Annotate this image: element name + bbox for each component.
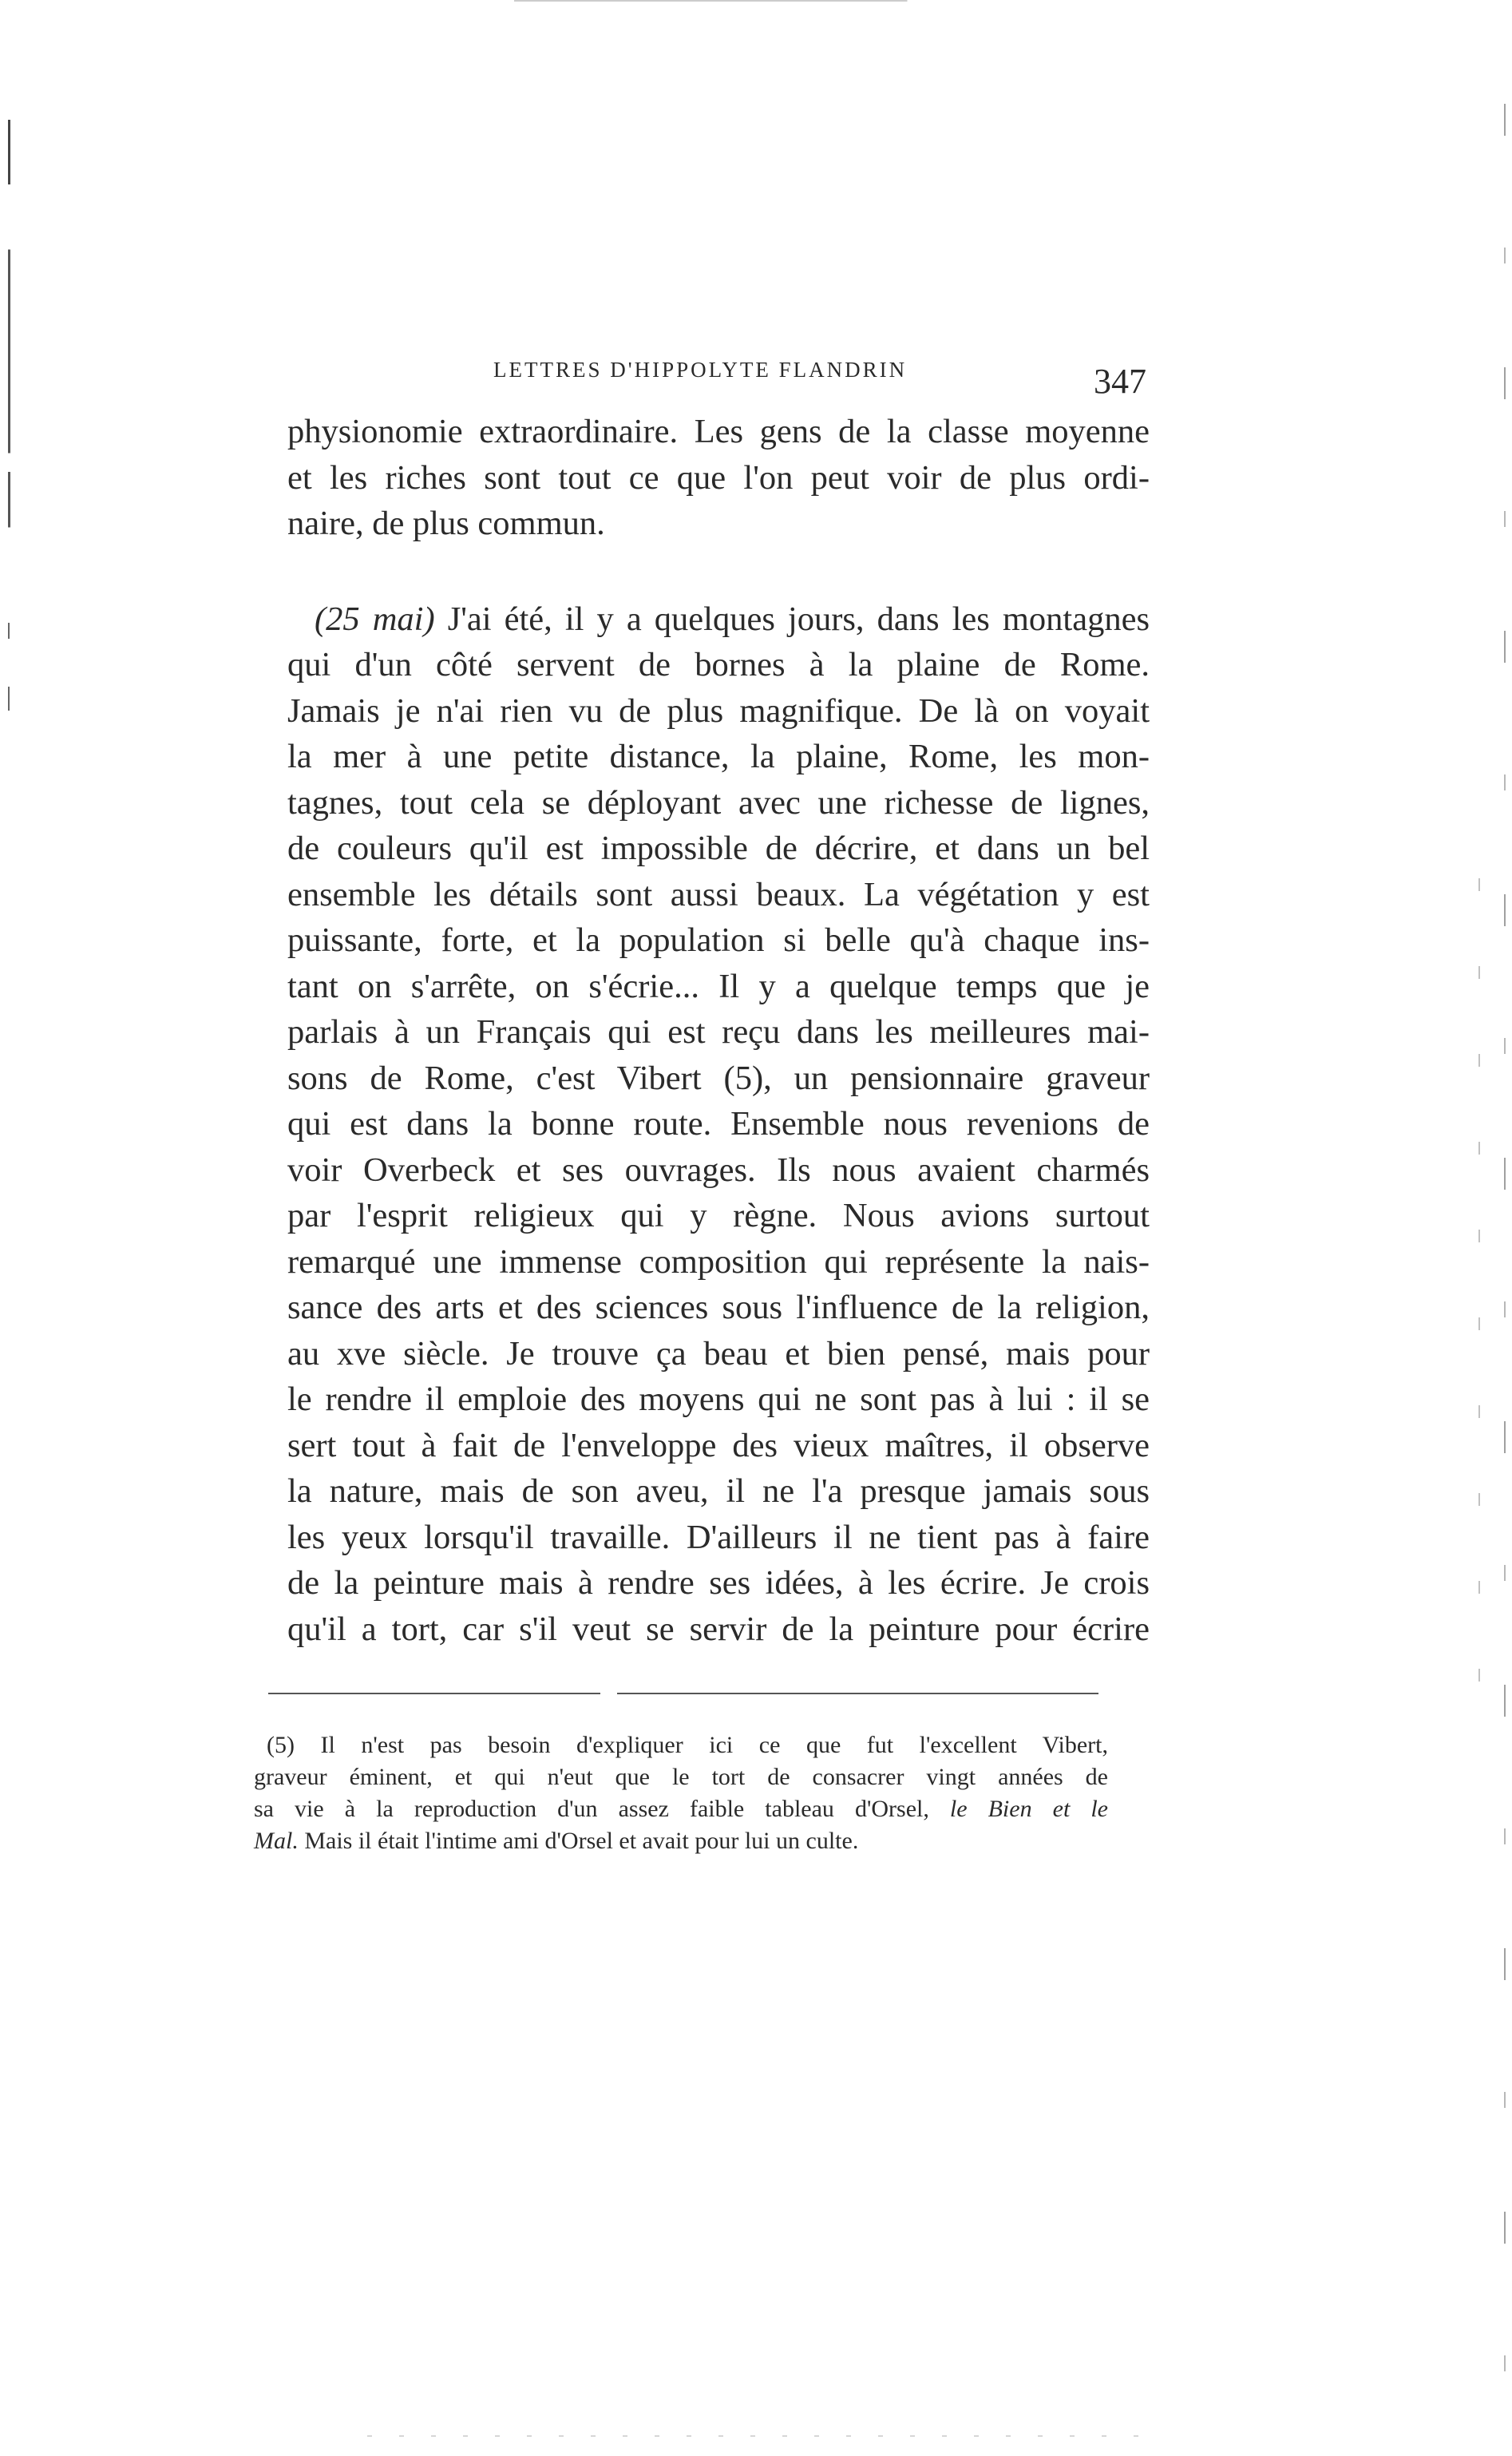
footnote-rule — [268, 1693, 1098, 1694]
text-line: au xve siècle. Je trouve ça beau et bien pensé, mais pour — [287, 1334, 1150, 1373]
text-fragment: Mais il était l'intime ami d'Orsel et avait pour lui un culte. — [298, 1828, 859, 1854]
text-line: qui d'un côté servent de bornes à la plaine de Rome. — [287, 646, 1150, 683]
text-line: voir Overbeck et ses ouvrages. Ils nous avaient charmés — [287, 1151, 1150, 1189]
text-line: naire, de plus commun. — [287, 505, 605, 542]
text-line: Jamais je n'ai rien vu de plus magnifique. De là on voyait — [287, 691, 1150, 730]
scan-edge-left-marks — [8, 623, 10, 782]
footnote-line: graveur éminent, et qui n'eut que le tort de consacrer vingt années de — [254, 1764, 1108, 1790]
scan-edge-top — [0, 0, 1512, 2]
text-line: sons de Rome, c'est Vibert (5), un pensionnaire graveur — [287, 1059, 1150, 1097]
text-line: sance des arts et des sciences sous l'influence de la religion, — [287, 1289, 1150, 1326]
scan-edge-right — [1504, 104, 1506, 2419]
scan-edge-right-marks — [1478, 878, 1480, 1757]
text-line: de couleurs qu'il est impossible de décrire, et dans un bel — [287, 830, 1150, 867]
text-line: qui est dans la bonne route. Ensemble nous revenions de — [287, 1105, 1150, 1143]
text-line: et les riches sont tout ce que l'on peut voir de plus ordi- — [287, 458, 1150, 497]
text-line: le rendre il emploie des moyens qui ne sont pas à lui : il se — [287, 1381, 1150, 1418]
footnote — [254, 1729, 1108, 1857]
text-line: parlais à un Français qui est reçu dans les meilleures mai- — [287, 1013, 1150, 1051]
running-title: LETTRES D'HIPPOLYTE FLANDRIN — [493, 358, 908, 382]
text-line: par l'esprit religieux qui y règne. Nous avions surtout — [287, 1197, 1150, 1234]
text-fragment: J'ai été, il y a quelques jours, dans les montagnes — [434, 600, 1150, 638]
text-line: remarqué une immense composition qui représente la nais- — [287, 1242, 1150, 1281]
text-line: puissante, forte, et la population si belle qu'à chaque ins- — [287, 921, 1150, 959]
text-line: physionomie extraordinaire. Les gens de la classe moyenne — [287, 413, 1150, 450]
footnote-line — [254, 1825, 1108, 1857]
text-line: sert tout à fait de l'enveloppe des vieux maîtres, il observe — [287, 1426, 1150, 1464]
text-line: les yeux lorsqu'il travaille. D'ailleurs il ne tient pas à faire — [287, 1518, 1150, 1556]
text-line: ensemble les détails sont aussi beaux. La végétation y est — [287, 875, 1150, 913]
text-line: tant on s'arrête, on s'écrie... Il y a quelque temps que je — [287, 967, 1150, 1005]
text-line: qu'il a tort, car s'il veut se servir de la peinture pour écrire — [287, 1610, 1150, 1648]
text-line: la mer à une petite distance, la plaine, Rome, les mon- — [287, 738, 1150, 775]
paragraph-gap — [287, 547, 1150, 596]
artwork-title: le Bien et le — [949, 1796, 1108, 1822]
scan-edge-left — [8, 120, 10, 1046]
text-line-dated — [287, 596, 1150, 643]
scan-edge-bottom — [367, 2435, 1166, 2437]
text-line: tagnes, tout cela se déployant avec une richesse de lignes, — [287, 783, 1150, 822]
text-line: la nature, mais de son aveu, il ne l'a presque jamais sous — [287, 1472, 1150, 1510]
page-number: 347 — [1094, 362, 1146, 401]
footnote-line: (5) Il n'est pas besoin d'expliquer ici ce que fut l'excellent Vibert, — [267, 1732, 1108, 1758]
text-line: de la peinture mais à rendre ses idées, à les écrire. Je crois — [287, 1564, 1150, 1602]
artwork-title: Mal. — [254, 1828, 299, 1854]
footnote-line — [254, 1793, 1108, 1825]
body-text — [287, 409, 1150, 1652]
text-fragment: sa vie à la reproduction d'un assez faible tableau d'Orsel, — [254, 1796, 950, 1822]
letter-date: (25 mai) — [315, 600, 435, 638]
